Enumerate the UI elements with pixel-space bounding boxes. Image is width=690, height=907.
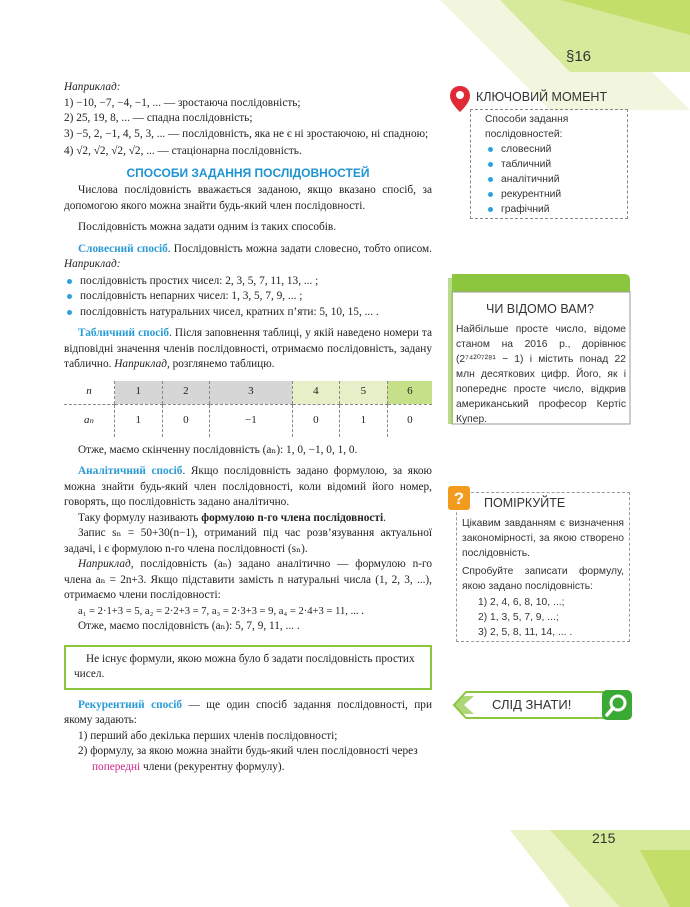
table-cell: 1 (115, 404, 163, 437)
list-item: 3) 2, 5, 8, 11, 14, ... . (478, 627, 573, 638)
tabular-tail: розглянемо таблицю. (169, 358, 275, 370)
note-text: Не існує формули, якою можна було б задати послідовність простих чисел. (74, 652, 415, 680)
recurrent-item2-post: члени (рекурентну формулу). (140, 760, 285, 773)
formula-term: формулою n-го члена послідовності (201, 511, 384, 524)
list-item: послідовність непарних чисел: 1, 3, 5, 7, 9, ... ; (64, 289, 432, 305)
verbal-list (64, 274, 432, 321)
table-cell: 0 (292, 404, 340, 437)
recurrent-item: 1) перший або декілька перших членів послідовності; (78, 729, 338, 742)
key-moment-box (450, 86, 628, 220)
record-paragraph: Запис sₙ = 50+30(n−1), отриманий під час розв’язування актуальної задачі, і є формулою n-го члена послідовності (sₙ). (64, 527, 432, 555)
did-you-know-title: ЧИ ВІДОМО ВАМ? (485, 302, 595, 316)
list-item: 2) 1, 3, 5, 7, 9, ...; (478, 612, 559, 623)
list-item: послідовність натуральних чисел, кратних п’яти: 5, 10, 15, ... . (64, 305, 432, 321)
key-moment-title: КЛЮЧОВИЙ МОМЕНТ (476, 90, 608, 104)
table-header-n: n (64, 381, 115, 405)
tabular-example-label: Наприклад, (114, 358, 170, 370)
sequence-table (64, 381, 432, 437)
section-number: §16 (566, 48, 592, 65)
table-cell: 1 (340, 404, 388, 437)
tabular-result: Отже, маємо скінченну послідовність (aₙ): 1, 0, −1, 0, 1, 0. (78, 443, 358, 456)
tabular-title: Табличний спосіб (78, 327, 170, 339)
did-you-know-box (448, 272, 632, 426)
think-text-2: Спробуйте записати формулу, якою задано послідовність: (462, 566, 624, 592)
computed-terms: a₁ = 2·1+3 = 5, a₂ = 2·2+3 = 7, a₃ = 2·3+3 = 9, a₄ = 2·4+3 = 11, ... . (78, 605, 364, 617)
bottom-corner-decoration (510, 810, 690, 907)
list-item: словесний (485, 142, 620, 157)
recurrent-paragraph (64, 698, 432, 729)
should-know-banner (452, 690, 632, 720)
formula-pre: Таку формулу називають (78, 511, 202, 524)
list-item: графічний (485, 202, 620, 217)
analytic-example-text: послідовність (aₙ) задано аналітично — формулою n-го члена aₙ = 2n+3. Якщо підставити замість n натуральні числа (1, 2, 3, ...), отримаємо члени послідовності: (64, 558, 432, 601)
key-moment-subtitle: Способи задання послідовностей: (485, 114, 569, 140)
think-box (448, 486, 632, 646)
recurrent-text: — ще один спосіб задання послідовності, при якому задають: (64, 698, 432, 726)
list-item: рекурентний (485, 187, 620, 202)
page-number: 215 (592, 830, 616, 846)
analytic-example (64, 557, 432, 604)
map-pin-icon (450, 86, 470, 112)
formula-definition (64, 511, 432, 527)
analytic-title: Аналітичний спосіб (78, 465, 183, 477)
did-you-know-text: Найбільше просте число, відоме станом на 2016 р., дорівнює (2⁷⁴²⁰⁷²⁸¹ − 1) і містить понад 22 млн десяткових цифр. Його, як і попереднє просте число, відкрив американський професор Кертіс Купер. (456, 324, 626, 425)
recurrent-item2-pre: 2) формулу, за якою можна знайти будь-який член послідовності через (78, 745, 418, 757)
table-cell: 1 (115, 381, 163, 405)
verbal-text: . Послідовність можна задати словесно, тобто описом. (167, 242, 432, 255)
table-cell: −1 (210, 404, 292, 437)
verbal-title: Словесний спосіб (78, 242, 168, 255)
formula-post: . (383, 511, 386, 524)
table-cell: 2 (162, 381, 210, 405)
list-item: послідовність простих чисел: 2, 3, 5, 7, 11, 13, ... ; (64, 274, 432, 290)
analytic-text: . Якщо послідовність задано формулою, за якою можна знайти будь-який член послідовності, коли відомий його номер, говорять, що послідовність задано аналітично. (64, 465, 432, 508)
think-list (478, 595, 624, 640)
recurrent-item (64, 744, 432, 775)
list-item: аналітичний (485, 172, 620, 187)
example-label: Наприклад: (64, 81, 121, 93)
table-cell: 0 (387, 404, 432, 437)
recurrent-title: Рекурентний спосіб (78, 698, 183, 711)
should-know-title: СЛІД ЗНАТИ! (492, 697, 572, 712)
table-cell: 3 (210, 381, 292, 405)
key-moment-list (485, 142, 620, 217)
main-column (64, 80, 432, 775)
analytic-example-label: Наприклад, (78, 558, 134, 570)
tabular-paragraph (64, 326, 432, 373)
think-title: ПОМІРКУЙТЕ (484, 496, 566, 510)
think-text-1: Цікавим завданням є визначення закономірності, за якою створено послідовність. (462, 518, 624, 559)
analytic-result: Отже, маємо послідовність (aₙ): 5, 7, 9, 11, ... . (78, 620, 300, 632)
list-item: табличний (485, 157, 620, 172)
intro-paragraph: Числова послідовність вважається заданою, якщо вказано спосіб, за допомогою якого можна знайти будь-який член послідовності. (64, 184, 432, 212)
verbal-paragraph (64, 242, 432, 273)
section-heading: СПОСОБИ ЗАДАННЯ ПОСЛІДОВНОСТЕЙ (126, 165, 370, 180)
table-cell: 0 (162, 404, 210, 437)
table-header-a: aₙ (84, 413, 94, 426)
tabular-text: . Після заповнення таблиці, у якій наведено номери та відповідні значення членів послідовності, отримаємо послідовність, задану таблично. (64, 327, 432, 370)
example-line: 3) −5, 2, −1, 4, 5, 3, ... — послідовність, яка не є ні зростаючою, ні спадною; (64, 127, 429, 140)
analytic-paragraph (64, 464, 432, 511)
table-cell: 4 (292, 381, 340, 405)
example-line: 4) √2, √2, √2, √2, ... — стаціонарна послідовність. (64, 145, 302, 157)
example-line: 1) −10, −7, −4, −1, ... — зростаюча послідовність; (64, 96, 301, 109)
svg-text:?: ? (453, 489, 465, 508)
table-cell: 6 (387, 381, 432, 405)
recurrent-item2-highlight: попередні (92, 760, 141, 773)
search-icon (602, 690, 632, 720)
question-icon (448, 486, 472, 512)
intro-paragraph-2: Послідовність можна задати одним із таких способів. (78, 221, 337, 233)
example-line: 2) 25, 19, 8, ... — спадна послідовність; (64, 112, 253, 124)
note-box (64, 645, 432, 690)
list-item: 1) 2, 4, 6, 8, 10, ...; (478, 597, 565, 608)
verbal-example-label: Наприклад: (64, 258, 121, 270)
table-cell: 5 (340, 381, 388, 405)
